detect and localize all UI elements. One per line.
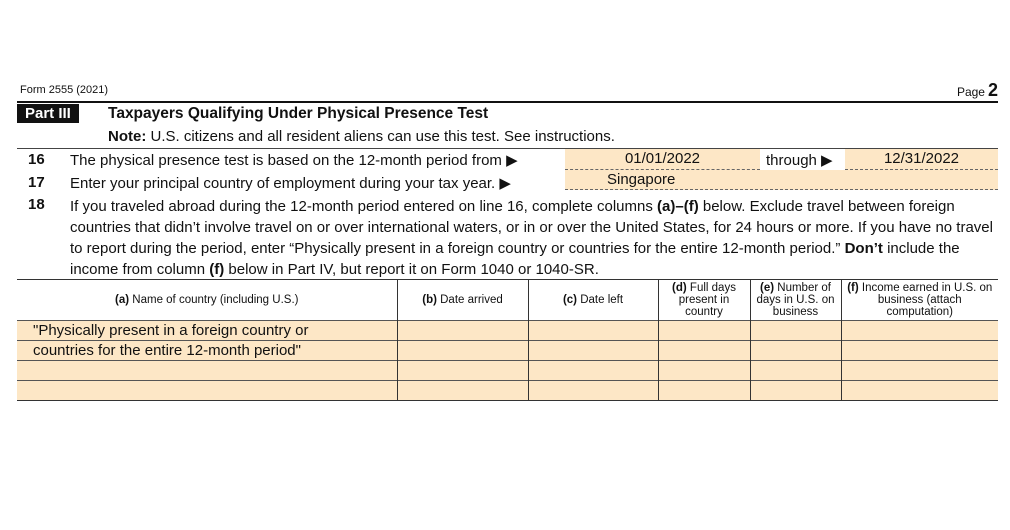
column-header-e: (e) Number of days in U.S. on business	[750, 280, 841, 321]
date-left-cell[interactable]	[528, 381, 658, 401]
full-days-cell[interactable]	[658, 381, 750, 401]
through-label: through ▶	[766, 152, 833, 169]
travel-table	[17, 279, 998, 401]
page-number: 2	[987, 80, 998, 100]
line-18-bold-3: (f)	[209, 261, 225, 278]
line-17-number: 17	[28, 174, 45, 191]
line-18-part-1: If you traveled abroad during the 12-month period entered on line 16, complete columns	[70, 198, 658, 215]
line-18-number: 18	[28, 196, 45, 213]
table-header-row	[17, 280, 998, 321]
income-earned-cell[interactable]	[841, 341, 998, 361]
column-header-d: (d) Full days present in country	[658, 280, 750, 321]
table-row	[17, 381, 998, 401]
line-18-part-4: below in Part IV, but report it on Form 1040 or 1040-SR.	[224, 261, 599, 278]
note-label: Note:	[108, 128, 147, 145]
column-header-b: (b) Date arrived	[397, 280, 528, 321]
period-through-field[interactable]: 12/31/2022	[845, 149, 998, 170]
income-earned-cell[interactable]	[841, 321, 998, 341]
date-arrived-cell[interactable]	[397, 321, 528, 341]
full-days-cell[interactable]	[658, 321, 750, 341]
line-18-bold-2: Don’t	[844, 240, 883, 257]
line-18-part-3: include the income from column	[70, 240, 960, 278]
date-left-cell[interactable]	[528, 321, 658, 341]
income-earned-cell[interactable]	[841, 361, 998, 381]
table-row	[17, 341, 998, 361]
table-row	[17, 321, 998, 341]
country-cell[interactable]: "Physically present in a foreign country or	[17, 321, 397, 341]
line-18-part-2: below. Exclude travel between foreign countries that didn’t involve travel on or over international waters, or in or over the United States, for 24 hours or more. If you have no travel to report during the period, enter “Physically present in a foreign country or countries for the entire 12-month period.”	[70, 198, 993, 257]
days-in-us-cell[interactable]	[750, 321, 841, 341]
line-18-bold-1: (a)–(f)	[657, 198, 699, 215]
days-in-us-cell[interactable]	[750, 381, 841, 401]
days-in-us-cell[interactable]	[750, 341, 841, 361]
form-title: Form 2555 (2021)	[20, 84, 109, 96]
column-header-c: (c) Date left	[528, 280, 658, 321]
header-rule	[17, 101, 998, 103]
table-row	[17, 361, 998, 381]
page-label-text: Page	[956, 85, 985, 99]
date-arrived-cell[interactable]	[397, 381, 528, 401]
date-arrived-cell[interactable]	[397, 341, 528, 361]
days-in-us-cell[interactable]	[750, 361, 841, 381]
country-cell[interactable]	[17, 381, 397, 401]
income-earned-cell[interactable]	[841, 381, 998, 401]
part-badge: Part III	[17, 104, 79, 123]
country-of-employment-field[interactable]: Singapore	[565, 170, 998, 190]
country-cell[interactable]	[17, 361, 397, 381]
column-header-a: (a) Name of country (including U.S.)	[17, 280, 397, 321]
full-days-cell[interactable]	[658, 341, 750, 361]
full-days-cell[interactable]	[658, 361, 750, 381]
line-16-text: The physical presence test is based on the 12-month period from ▶	[70, 152, 518, 169]
date-left-cell[interactable]	[528, 361, 658, 381]
part-title: Taxpayers Qualifying Under Physical Presence Test	[108, 105, 489, 122]
date-arrived-cell[interactable]	[397, 361, 528, 381]
line-16-number: 16	[28, 151, 45, 168]
page-label	[957, 80, 998, 101]
note-text: U.S. citizens and all resident aliens can use this test. See instructions.	[146, 128, 615, 145]
period-from-field[interactable]: 01/01/2022	[565, 149, 760, 170]
column-header-f: (f) Income earned in U.S. on business (attach computation)	[841, 280, 998, 321]
date-left-cell[interactable]	[528, 341, 658, 361]
line-18-instructions	[70, 196, 1000, 280]
part-note	[108, 128, 615, 145]
line-17-text: Enter your principal country of employment during your tax year. ▶	[70, 175, 511, 192]
country-cell[interactable]: countries for the entire 12-month period"	[17, 341, 397, 361]
